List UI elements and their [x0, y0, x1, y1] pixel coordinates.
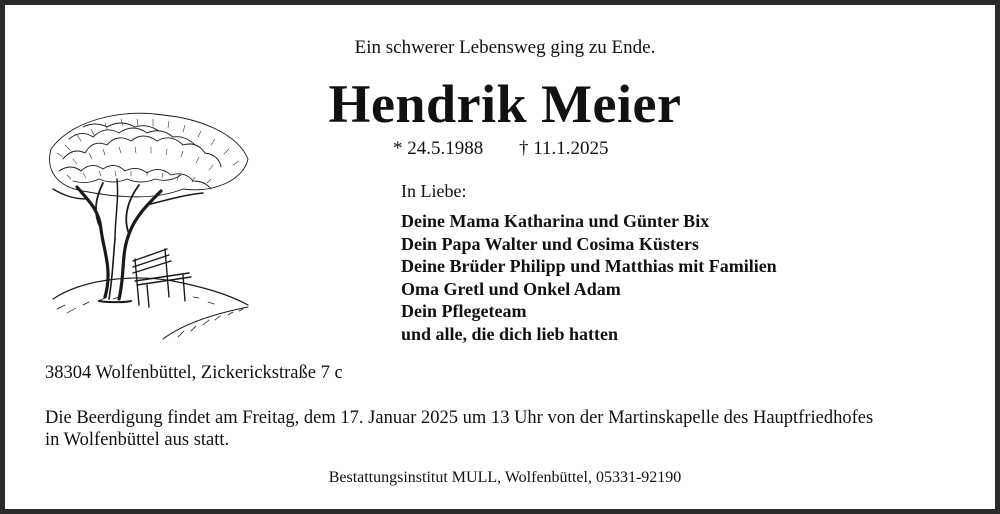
mourner-line: Dein Pflegeteam	[401, 301, 527, 321]
funeral-details	[45, 407, 975, 451]
birth-date: * 24.5.1988	[393, 138, 484, 159]
mourners-list	[401, 210, 777, 345]
mourner-address: 38304 Wolfenbüttel, Zickerickstraße 7 c	[45, 363, 343, 383]
funeral-details-line: in Wolfenbüttel aus statt.	[45, 430, 230, 450]
tree-with-bench-icon	[43, 109, 253, 341]
mourner-line: Dein Papa Walter und Cosima Küsters	[401, 233, 699, 254]
mourner-line: und alle, die dich lieb hatten	[401, 323, 619, 344]
funeral-details-line: Die Beerdigung findet am Freitag, dem 17. Januar 2025 um 13 Uhr von der Martinskapelle des Hauptfriedhofes	[45, 408, 874, 428]
deceased-name: Hendrik Meier	[328, 74, 682, 134]
mourner-line: Deine Brüder Philipp und Matthias mit Familien	[401, 256, 777, 276]
mourner-line: Deine Mama Katharina und Günter Bix	[401, 211, 710, 231]
death-date: † 11.1.2025	[519, 138, 609, 159]
undertaker-line: Bestattungsinstitut MULL, Wolfenbüttel, 05331-92190	[328, 469, 682, 486]
mourner-line: Oma Gretl und Onkel Adam	[401, 278, 621, 299]
in-love-label: In Liebe:	[401, 181, 467, 201]
intro-line: Ein schwerer Lebensweg ging zu Ende.	[354, 37, 656, 58]
